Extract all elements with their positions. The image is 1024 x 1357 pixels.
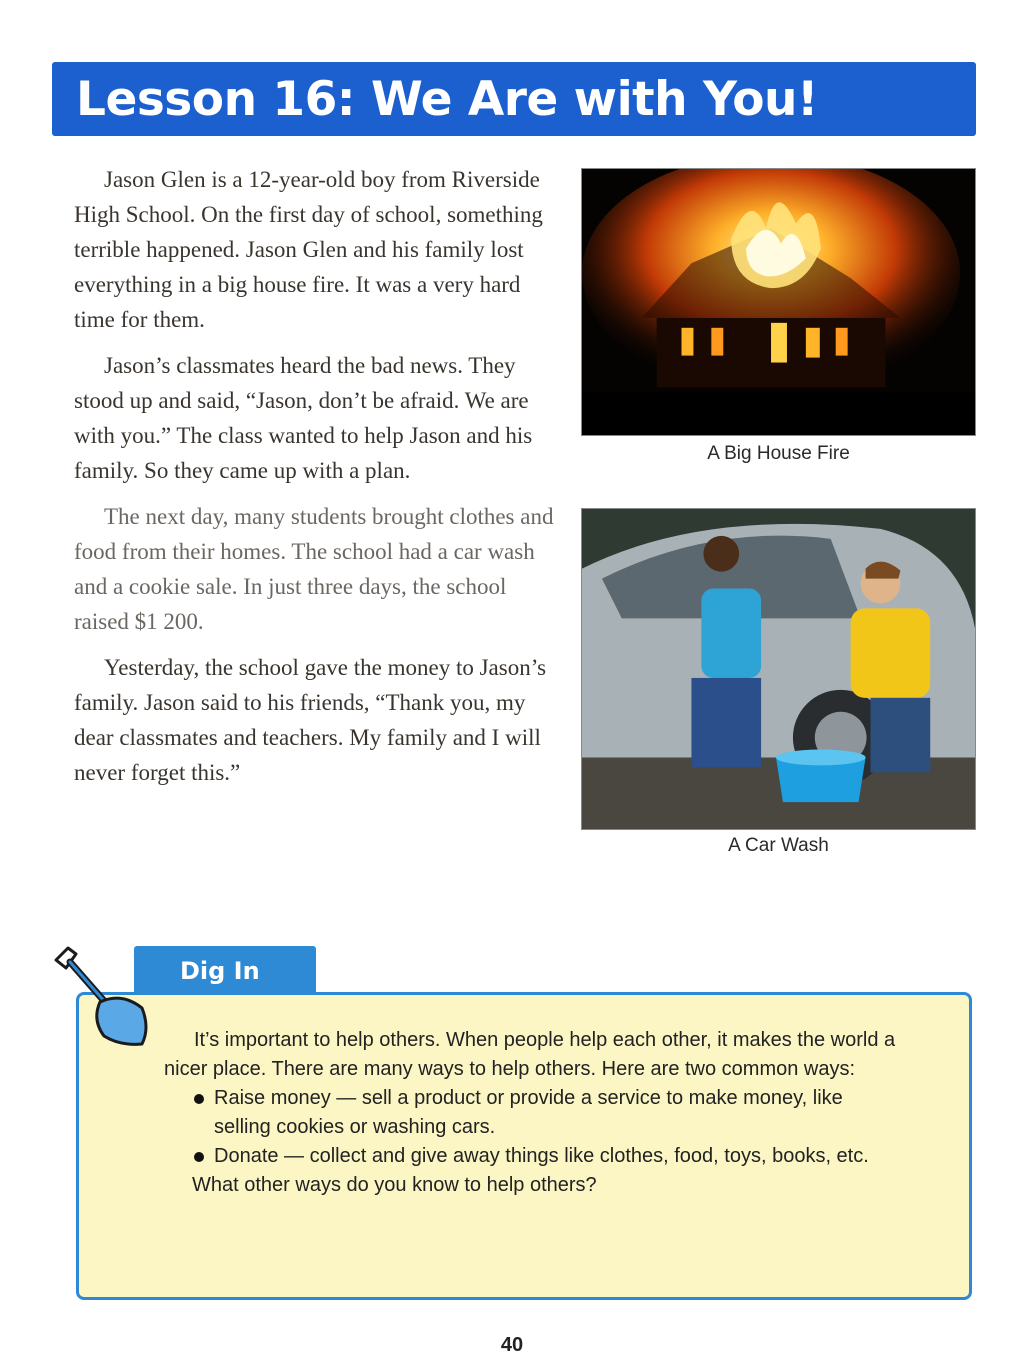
lesson-title: Lesson 16: We Are with You!	[76, 71, 818, 127]
story-paragraph: Jason’s classmates heard the bad news. They stood up and said, “Jason, don’t be afraid. We are with you.” The class wanted to help Jason and his family. So they came up with a plan.	[74, 353, 533, 483]
bullet-icon	[194, 1152, 204, 1162]
story-paragraph: The next day, many students brought clothes and food from their homes. The school had a car wash and a cookie sale. In just three days, the school raised $1 200.	[74, 504, 554, 634]
bullet-icon	[194, 1094, 204, 1104]
list-item	[192, 1142, 904, 1171]
list-item-text: Donate — collect and give away things like clothes, food, toys, books, etc.	[214, 1145, 869, 1167]
list-item-text: Raise money — sell a product or provide a service to make money, like selling cookies or washing cars.	[214, 1087, 843, 1138]
story-text	[74, 162, 560, 801]
story-paragraph: Yesterday, the school gave the money to Jason’s family. Jason said to his friends, “Thank you, my dear classmates and teachers. My family and I will never forget this.”	[74, 655, 547, 785]
dig-in-label: Dig In	[180, 957, 260, 985]
help-ways-list	[164, 1084, 904, 1171]
house-fire-photo	[581, 168, 976, 436]
story-paragraph: Jason Glen is a 12-year-old boy from Riverside High School. On the first day of school, something terrible happened. Jason Glen and his family lost everything in a big house fire. It was a very hard time for them.	[74, 167, 543, 332]
car-wash-caption: A Car Wash	[728, 835, 829, 856]
list-item	[192, 1084, 904, 1142]
page-number: 40	[500, 1334, 524, 1356]
shovel-icon	[42, 940, 162, 1060]
dig-in-intro: It’s important to help others. When people help each other, it makes the world a nicer place. There are many ways to help others. Here are two common ways:	[164, 1029, 896, 1080]
dig-in-content	[164, 1026, 904, 1200]
lesson-title-bar	[52, 62, 976, 136]
house-fire-caption: A Big House Fire	[707, 443, 850, 464]
car-wash-photo	[581, 508, 976, 830]
dig-in-question: What other ways do you know to help others?	[192, 1174, 597, 1196]
